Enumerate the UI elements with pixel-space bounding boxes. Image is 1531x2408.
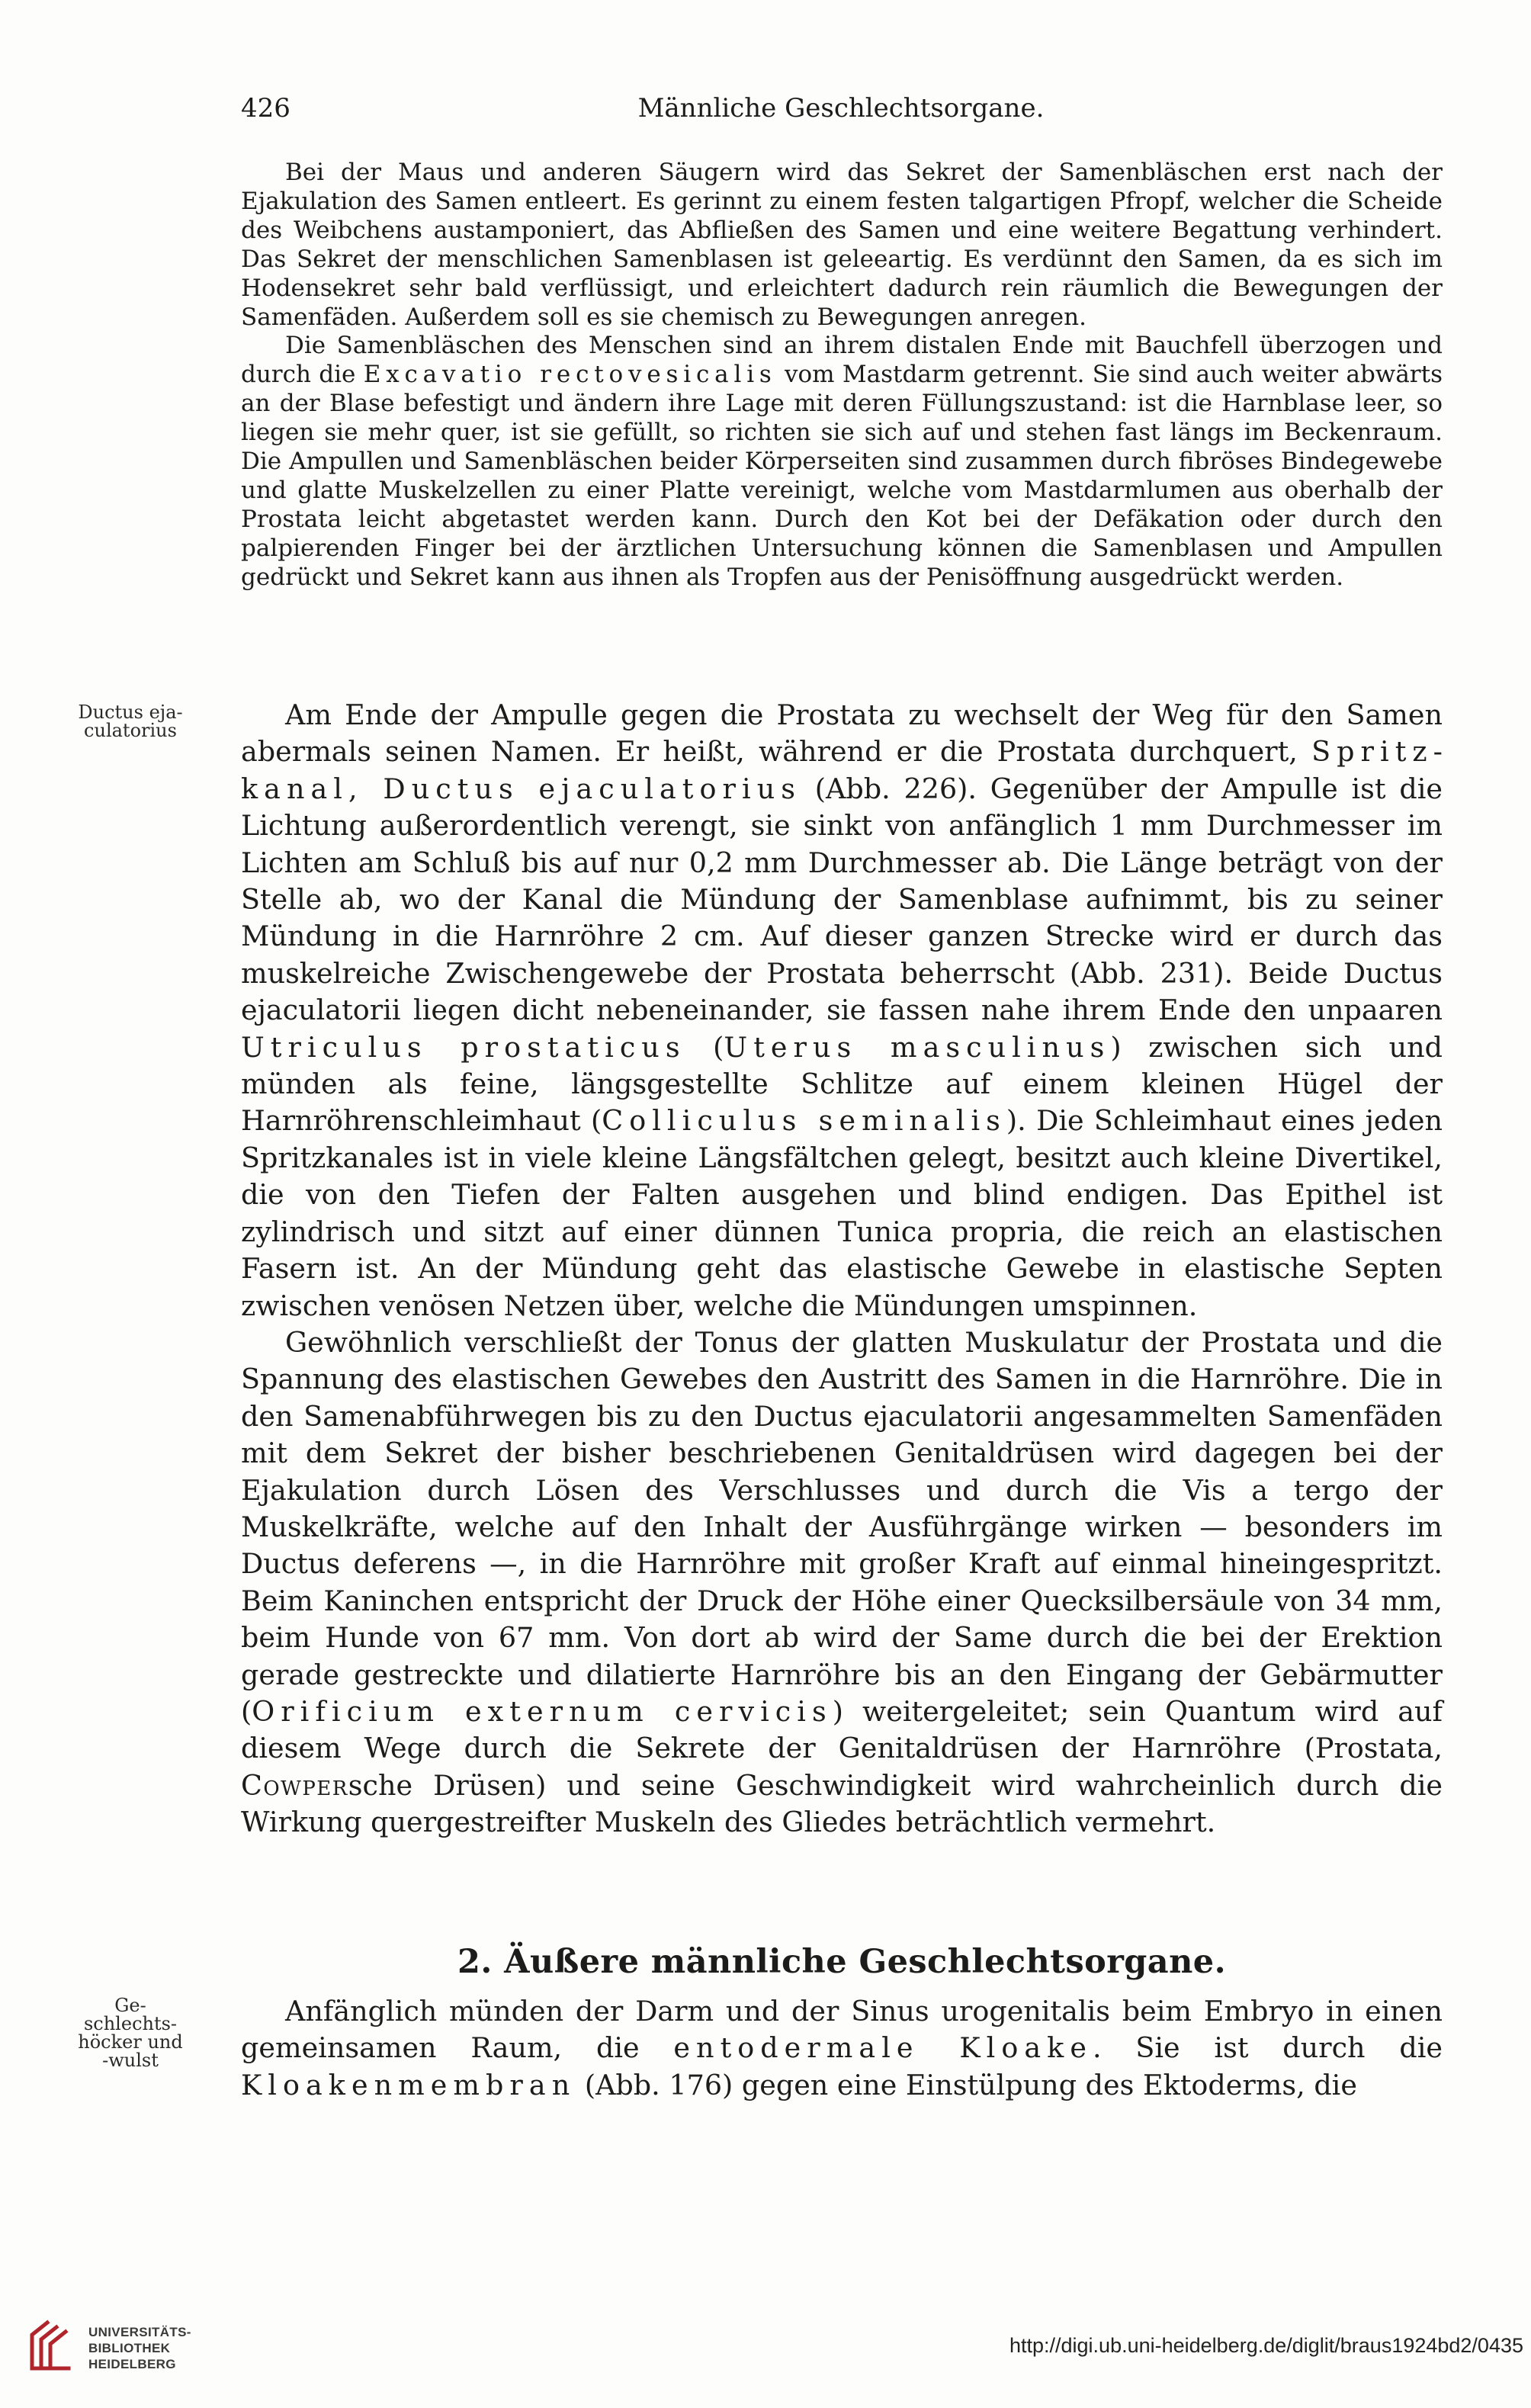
main-print-block [241,697,1443,1841]
paragraph-ejaculation: Gewöhnlich verschließt der Tonus der glatten Muskulatur der Prostata und die Spannung des elastischen Gewebes den Austritt des Samen in die Harnröhre. Die in den Samenabführwegen bis zu den Ductus ejaculatorii angesammelten Samenfäden mit dem Sekret der bisher beschriebenen Genitaldrüsen wird dagegen bei der Ejakulation durch Lösen des Verschlusses und durch die Vis a tergo der Muskelkräfte, welche auf den Inhalt der Ausführgänge wirken — besonders im Ductus deferens —, in die Harnröhre mit großer Kraft auf einmal hineingespritzt. Beim Kaninchen entspricht der Druck der Höhe einer Quecksilbersäule von 34 mm, beim Hunde von 67 mm. Von dort ab wird der Same durch die bei der Erektion gerade gestreckte und dilatierte Harnröhre bis an den Eingang der Gebärmutter (Orificium externum cervicis) weitergeleitet; sein Quantum wird auf diesem Wege durch die Sekrete der Genitaldrüsen der Harnröhre (Prostata, Cowpersche Drüsen) und seine Geschwindigkeit wird wahrcheinlich durch die Wirkung quergestreifter Muskeln des Gliedes beträchtlich vermehrt. [241,1325,1443,1839]
term-spritzkanal: Spritzkanal, Ductus ejaculatorius [241,735,1443,805]
running-header [241,85,1441,131]
section-heading: 2. Äußere männliche Geschlechtsorgane. [457,1943,1226,1981]
page-number: 426 [241,93,290,124]
source-url-link[interactable]: http://digi.ub.uni-heidelberg.de/diglit/braus1924bd2/0435 [1009,2334,1523,2357]
library-logo-icon [24,2320,81,2376]
term-kloakenmembran: Kloakenmembran [241,2068,576,2101]
term-colliculus: Colliculus seminalis [602,1104,1006,1138]
section-text-block [241,1993,1443,2104]
term-uterus: Uterus masculinus [724,1030,1111,1064]
margin-note-geschlecht: Ge- schlechts- höcker und -wulst [78,1995,183,2071]
paragraph-ductus-ejaculatorius: Am Ende der Ampulle gegen die Prostata zu wechselt der Weg für den Samen abermals seinen Namen. Er heißt, während er die Prostata durchquert, Spritzkanal, Ductus ejaculatorius (Abb. 226). Gegenüber der Ampulle ist die Lichtung außerordentlich verengt, sie sinkt von anfänglich 1 mm Durchmesser im Lichten am Schluß bis auf nur 0,2 mm Durchmesser ab. Die Länge beträgt von der Stelle ab, wo der Kanal die Mündung der Samenblase aufnimmt, bis zu seiner Mündung in die Harnröhre 2 cm. Auf dieser ganzen Strecke wird er durch das muskelreiche Zwischengewebe der Prostata beherrscht (Abb. 231). Beide Ductus ejaculatorii liegen dicht nebeneinander, sie fassen nahe ihrem Ende den unpaaren Utriculus prostaticus (Uterus masculinus) zwischen sich und münden als feine, längsgestellte Schlitze auf einem kleinen Hügel der Harnröhrenschleimhaut (Colliculus seminalis). Die Schleimhaut eines jeden Spritzkanales ist in viele kleine Längsfältchen gelegt, besitzt auch kleine Divertikel, die von den Tiefen der Falten ausgehen und blind endigen. Das Epithel ist zylindrisch und sitzt auf einer dünnen Tunica propria, die reich an elastischen Fasern ist. An der Mündung geht das elastische Gewebe in elastische Septen zwischen venösen Netzen über, welche die Mündungen umspinnen. [241,698,1443,1322]
paragraph-kloake: Anfänglich münden der Darm und der Sinus urogenitalis beim Embryo in einen gemeinsamen Raum, die entodermale Kloake. Sie ist durch die Kloakenmembran (Abb. 176) gegen eine Einstülpung des Ektoderms, die [241,1995,1443,2101]
paragraph-seminal-vesicles: Die Samenbläschen des Menschen sind an ihrem distalen Ende mit Bauchfell überzogen und durch die Excavatio rectovesicalis vom Mastdarm getrennt. Sie sind auch weiter abwärts an der Blase befestigt und ändern ihre Lage mit deren Füllungszustand: ist die Harnblase leer, so liegen sie mehr quer, ist sie gefüllt, so richten sie sich auf und stehen fast längs im Beckenraum. Die Ampullen und Samenbläschen beider Körperseiten sind zusammen durch fibröses Bindegewebe und glatte Muskelzellen zu einer Platte vereinigt, welche vom Mastdarmlumen aus oberhalb der Prostata leicht abgetastet werden kann. Durch den Kot bei der Defäkation oder durch den palpierenden Finger bei der ärztlichen Untersuchung können die Samenblasen und Ampullen gedrückt und Sekret kann aus ihnen als Tropfen aus der Penisöffnung ausgedrückt werden. [241,332,1443,591]
library-logo[interactable] [24,2315,207,2382]
margin-note-ductus: Ductus eja- culatorius [78,702,183,741]
term-utriculus: Utriculus prostaticus [241,1030,686,1064]
name-cowper: Cowper [241,1768,348,1802]
term-entodermale-kloake: entodermale Kloake [673,2031,1093,2065]
small-print-block [241,159,1443,592]
term-excavatio: Excavatio rectovesicalis [363,361,777,389]
running-title: Männliche Geschlechtsorgane. [637,93,1045,124]
term-orificium: Orificium externum cervicis [252,1694,833,1728]
library-name: UNIVERSITÄTS- BIBLIOTHEK HEIDELBERG [88,2325,191,2371]
paragraph-mouse-secretion: Bei der Maus und anderen Säugern wird das Sekret der Samenbläschen erst nach der Ejakulation des Samen entleert. Es gerinnt zu einem festen talgartigen Pfropf, welcher die Scheide des Weibchens austamponiert, das Abfließen des Samen und eine weitere Begattung verhindert. Das Sekret der menschlichen Samenblasen ist geleeartig. Es verdünnt den Samen, da es sich im Hodensekret sehr bald verflüssigt, und erleichtert dadurch rein räumlich die Bewegungen der Samenfäden. Außerdem soll es sie chemisch zu Bewegungen anregen. [241,159,1443,331]
